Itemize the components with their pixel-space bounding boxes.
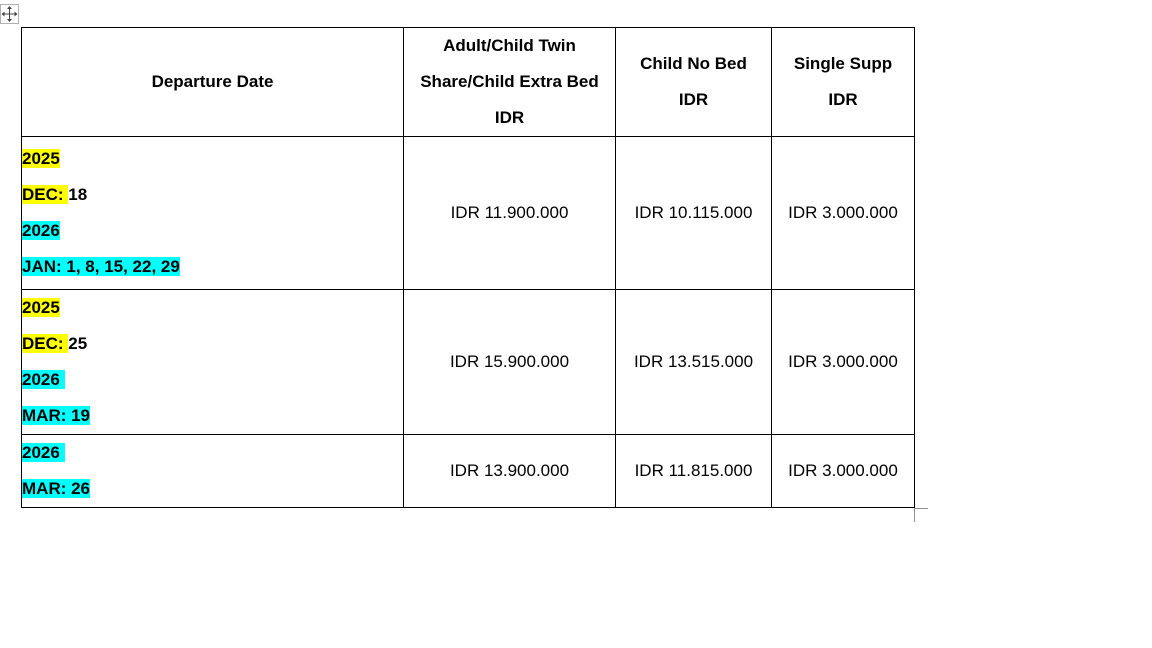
twin-share-price[interactable]: IDR 15.900.000 xyxy=(404,290,616,435)
child-no-bed-price[interactable]: IDR 13.515.000 xyxy=(616,290,772,435)
month-days: MAR: 19 xyxy=(22,406,91,425)
header-row xyxy=(22,28,915,137)
header-single-line2: IDR xyxy=(828,90,858,109)
header-departure-date xyxy=(22,28,404,137)
departure-dates-cell[interactable] xyxy=(22,290,404,435)
header-single-line1: Single Supp xyxy=(793,54,893,73)
child-no-bed-price[interactable]: IDR 11.815.000 xyxy=(616,435,772,508)
departure-dates-cell[interactable] xyxy=(22,137,404,290)
header-twin-share xyxy=(404,28,616,137)
month-days: 18 xyxy=(68,185,88,204)
month-label: DEC: xyxy=(22,185,69,204)
single-supp-price[interactable]: IDR 3.000.000 xyxy=(772,435,915,508)
resize-corner-icon[interactable] xyxy=(914,508,928,522)
table-row xyxy=(22,290,915,435)
single-supp-price[interactable]: IDR 3.000.000 xyxy=(772,290,915,435)
month-days: 25 xyxy=(68,334,88,353)
month-days: MAR: 26 xyxy=(22,479,91,498)
month-days: JAN: 1, 8, 15, 22, 29 xyxy=(22,257,180,276)
header-twin-line1: Adult/Child Twin xyxy=(443,36,576,55)
header-child-no-bed xyxy=(616,28,772,137)
move-arrows-icon xyxy=(1,5,18,23)
header-twin-line2: Share/Child Extra Bed xyxy=(420,72,599,91)
year-label: 2026 xyxy=(22,443,65,462)
table-move-handle[interactable] xyxy=(0,4,19,24)
twin-share-price[interactable]: IDR 13.900.000 xyxy=(404,435,616,508)
month-label: DEC: xyxy=(22,334,69,353)
year-label: 2026 xyxy=(22,370,65,389)
table-row xyxy=(22,435,915,508)
child-no-bed-price[interactable]: IDR 10.115.000 xyxy=(616,137,772,290)
year-label: 2026 xyxy=(22,221,60,240)
year-label: 2025 xyxy=(22,298,60,317)
header-departure-label: Departure Date xyxy=(151,72,274,91)
header-cnb-line2: IDR xyxy=(678,90,709,109)
header-cnb-line1: Child No Bed xyxy=(640,54,747,73)
price-table xyxy=(21,27,915,508)
table-row xyxy=(22,137,915,290)
twin-share-price[interactable]: IDR 11.900.000 xyxy=(404,137,616,290)
single-supp-price[interactable]: IDR 3.000.000 xyxy=(772,137,915,290)
header-single-supp xyxy=(772,28,915,137)
departure-dates-cell[interactable] xyxy=(22,435,404,508)
year-label: 2025 xyxy=(22,149,60,168)
header-twin-line3: IDR xyxy=(494,108,525,127)
